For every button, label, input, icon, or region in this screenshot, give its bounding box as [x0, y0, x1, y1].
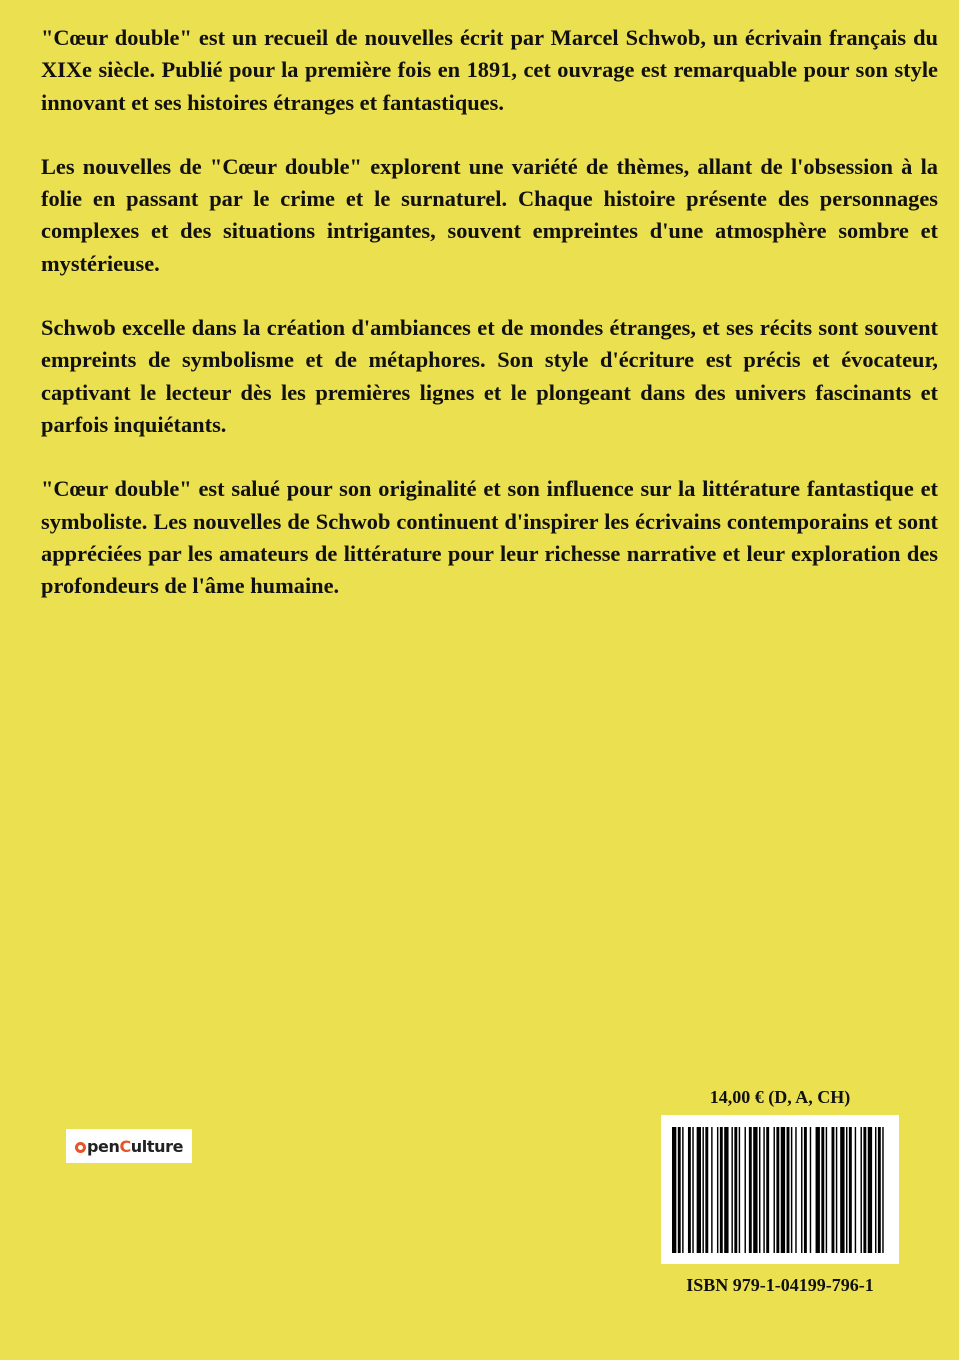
barcode-bar: [855, 1127, 856, 1253]
barcode-bar: [791, 1127, 792, 1253]
barcode-bar: [692, 1127, 693, 1253]
barcode-bar: [774, 1127, 775, 1253]
barcode-bar: [846, 1127, 847, 1253]
barcode-bar: [840, 1127, 844, 1253]
barcode-bar: [717, 1127, 718, 1253]
barcode-bar: [739, 1127, 740, 1253]
barcode-bar: [759, 1127, 760, 1253]
barcode-bar: [682, 1127, 683, 1253]
barcode-bar: [705, 1127, 708, 1253]
barcode-bar: [672, 1127, 676, 1253]
barcode-bar: [678, 1127, 681, 1253]
barcode-bar: [816, 1127, 820, 1253]
barcode-bar: [720, 1127, 723, 1253]
barcode-bar: [861, 1127, 862, 1253]
blurb-paragraph-2: Les nouvelles de "Cœur double" explorent une variété de thèmes, allant de l'obsession à la folie en passant par le crime et le surnaturel. Chaque histoire présente des personnages complexes et des situations intrigantes, souvent empreintes d'une atmosphère sombre et mystérieuse.: [41, 153, 938, 276]
barcode-bar: [849, 1127, 852, 1253]
blurb-text: [41, 22, 938, 634]
publisher-logo: [66, 1129, 192, 1163]
blurb-paragraph-4: "Cœur double" est salué pour son originalité et son influence sur la littérature fantastique et symboliste. Les nouvelles de Schwob continuent d'inspirer les écrivains contemporains et sont appréciées par les amateurs de littérature pour leur richesse narrative et leur exploration des profondeurs de l'âme humaine.: [41, 476, 938, 599]
barcode-bar: [731, 1127, 732, 1253]
price-label: 14,00 € (D, A, CH): [709, 1087, 851, 1107]
barcode-bar: [688, 1127, 691, 1253]
blurb-paragraph-1: "Cœur double" est un recueil de nouvelles écrit par Marcel Schwob, un écrivain français du XIXe siècle. Publié pour la première fois en 1891, cet ouvrage est remarquable pour son style innovant et ses histoires étranges et fantastiques.: [41, 25, 938, 115]
barcode-bar: [781, 1127, 785, 1253]
logo-c-mark-icon: C: [119, 1136, 131, 1156]
barcode-bar: [810, 1127, 811, 1253]
barcode-bar: [863, 1127, 866, 1253]
logo-text-part2: ulture: [130, 1136, 184, 1156]
logo-o-ring-icon: [75, 1142, 86, 1153]
barcode-bar: [878, 1127, 881, 1253]
barcode-bar: [832, 1127, 835, 1253]
barcode-bar: [868, 1127, 872, 1253]
barcode-bar: [711, 1127, 712, 1253]
barcode-bar: [734, 1127, 737, 1253]
barcode-bar: [763, 1127, 764, 1253]
barcode-bar: [875, 1127, 876, 1253]
barcode-bar: [753, 1127, 757, 1253]
blurb-paragraph-3: Schwob excelle dans la création d'ambiances et de mondes étranges, et ses récits sont souvent empreints de symbolisme et de métaphores. Son style d'écriture est précis et évocateur, captivant le lecteur dès les premières lignes et le plongeant dans des univers fascinants et parfois inquiétants.: [41, 315, 938, 437]
barcode-bar: [724, 1127, 728, 1253]
barcode: [661, 1115, 899, 1264]
barcode-icon: [672, 1127, 888, 1253]
barcode-bar: [766, 1127, 769, 1253]
barcode-bar: [801, 1127, 802, 1253]
barcode-bar: [882, 1127, 883, 1253]
barcode-bar: [745, 1127, 746, 1253]
barcode-bar: [776, 1127, 779, 1253]
barcode-bar: [826, 1127, 827, 1253]
isbn-label: ISBN 979-1-04199-796-1: [686, 1275, 874, 1295]
barcode-bar: [749, 1127, 752, 1253]
barcode-bar: [821, 1127, 824, 1253]
barcode-bar: [787, 1127, 790, 1253]
barcode-bar: [795, 1127, 796, 1253]
barcode-bar: [804, 1127, 807, 1253]
barcode-bar: [836, 1127, 837, 1253]
logo-text-part1: pen: [86, 1136, 120, 1156]
barcode-bar: [702, 1127, 703, 1253]
barcode-bar: [697, 1127, 701, 1253]
